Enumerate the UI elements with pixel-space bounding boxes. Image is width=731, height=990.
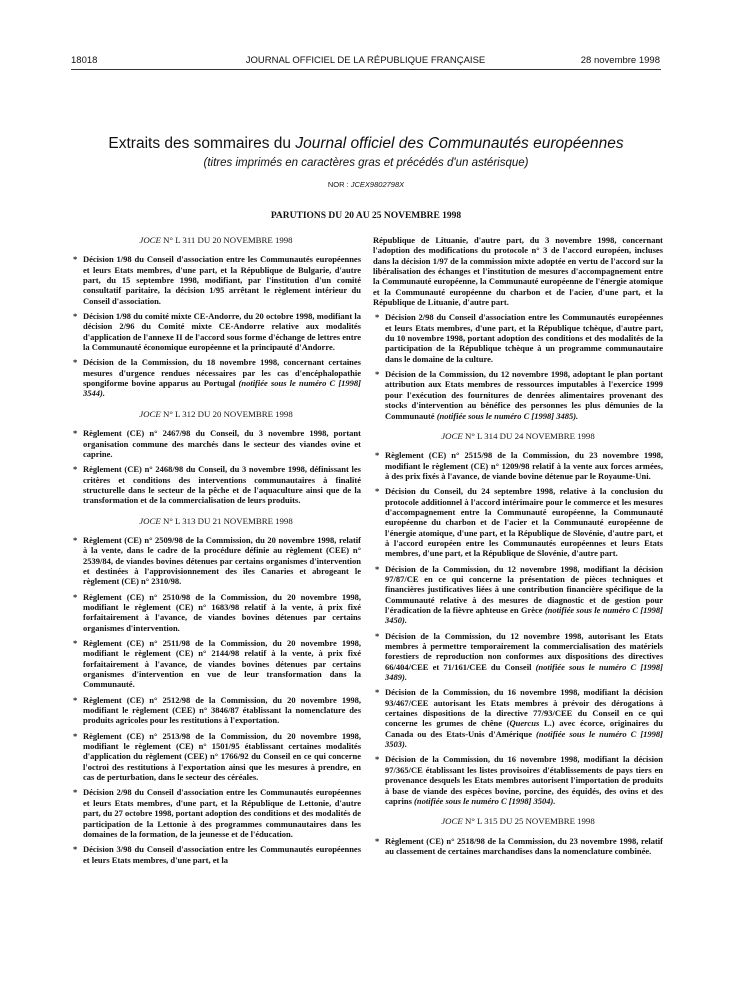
nor-label: NOR : [327, 180, 351, 189]
asterisk-marker: * [73, 730, 78, 741]
entry-text: Décision 1/98 du comité mixte CE-Andorre, du 20 octobre 1998, modifiant la décision 2/96 du Comité mixte CE-Andorre relative aux modalités d'application de l'annexe II de l'accord sous forme d'échange de lettres entre la Communauté économique européenne et la principauté d'Andorre. [83, 311, 361, 353]
section-heading [373, 816, 663, 826]
asterisk-marker: * [73, 694, 78, 705]
entry-text: Décision 1/98 du Conseil d'association entre les Communautés européennes et leurs Etats membres, d'une part, et la République de Bulgarie, d'autre part, du 15 septembre 1998, modifiant, par l'institution d'un comité consultatif paritaire, la décision 1/95 arrêtant le règlement intérieur du Conseil d'association. [83, 254, 361, 306]
entry-continuation: République de Lituanie, d'autre part, du 3 novembre 1998, concernant l'adoption des modifications du protocole n° 3 de l'accord européen, incluses dans la décision 1/97 de la commission mixte adoptée en vertu de l'accord sur la libéralisation des échanges et l'institution de mesures d'accompagnement entre la Communauté européenne, la Communauté européenne de l'énergie atomique et la Communauté européenne du charbon et de l'acier, d'une part, et la République de Lituanie, d'autre part. [373, 235, 663, 308]
list-item [71, 428, 361, 459]
list-item [71, 787, 361, 839]
section-number: N° L 314 DU 24 NOVEMBRE 1998 [462, 430, 595, 441]
entry-text: Décision 2/98 du Conseil d'association entre les Communautés européennes et leurs Etats membres, d'une part, et la République tchèque, d'autre part, du 10 novembre 1998, portant adoption des conditions et des modalités de la participation de la République tchèque à un programme communautaire dans le domaine de la culture. [385, 312, 663, 364]
entry-text: L.) avec écorce, originaires du Canada ou des Etats-Unis d'Amérique [385, 718, 664, 739]
list-item [373, 564, 663, 626]
entry-text: Décision du Conseil, du 24 septembre 1998, relative à la conclusion du protocole additionnel à l'accord intérimaire pour le commerce et les mesures d'accompagnement entre la Communauté européenne, la Communauté européenne du charbon et de l'acier et la Communauté européenne de l'énergie atomique, d'une part, et la République de Slovénie, d'autre part, et à l'accord européen entre les Communautés européennes et leurs Etats membres, d'une part, et la République de Slovénie, d'autre part. [385, 486, 663, 559]
issue-date: 28 novembre 1998 [580, 55, 660, 66]
list-item [71, 464, 361, 505]
entry-text: Décision de la Commission, du 12 novembre 1998, modifiant la décision 97/87/CE en ce qui concerne la présentation de pièces techniques et financières justificatives liées à une contribution financière spécifique de la Communauté relative à des mesures de diagnostic et de gestion pour l'éradication de la fièvre aphteuse en Grèce [385, 563, 663, 615]
entry-text: Règlement (CE) n° 2512/98 de la Commission, du 20 novembre 1998, modifiant le règlement (CEE) n° 3846/87 établissant la nomenclature des produits agricoles pour les restitutions à l'exportation. [83, 694, 361, 726]
page-subtitle: (titres imprimés en caractères gras et précédés d'un astérisque) [203, 157, 529, 169]
list-item [373, 631, 663, 683]
asterisk-marker: * [73, 428, 78, 439]
joce-label: JOCE [441, 816, 463, 827]
entry-text: Décision 3/98 du Conseil d'association entre les Communautés européennes et leurs Etats membres, d'une part, et la [83, 844, 361, 865]
left-column [71, 235, 361, 870]
asterisk-marker: * [73, 591, 78, 602]
asterisk-marker: * [375, 369, 380, 380]
list-item [373, 486, 663, 558]
page-number: 18018 [71, 55, 98, 66]
asterisk-marker: * [73, 311, 78, 322]
list-item [373, 312, 663, 364]
entry-text: Règlement (CE) n° 2509/98 de la Commission, du 20 novembre 1998, relatif à la vente, dans le cadre de la procédure définie au règlement (CEE) n° 2539/84, de viandes bovines détenues par certains organismes d'intervention et destinées à l'approvisionnement des îles Canaries et abrogeant le règlement (CE) n° 2310/98. [83, 534, 361, 587]
list-item [71, 254, 361, 306]
list-item [71, 592, 361, 633]
nor-reference [71, 180, 661, 189]
entry-note: (notifiée sous le numéro C [1998] 3503). [385, 728, 663, 750]
entry-note: (notifiée sous le numéro C [1998] 3489). [385, 661, 663, 683]
asterisk-marker: * [375, 687, 380, 698]
list-item [373, 369, 663, 421]
asterisk-marker: * [73, 254, 78, 265]
section-heading [71, 409, 361, 419]
section-heading [71, 235, 361, 245]
asterisk-marker: * [73, 464, 78, 475]
list-item [373, 450, 663, 481]
entry-text: Règlement (CE) n° 2467/98 du Conseil, du 3 novembre 1998, portant organisation commune des marchés dans le secteur des viandes ovine et caprine. [83, 428, 361, 459]
entry-text: Règlement (CE) n° 2518/98 de la Commission, du 23 novembre 1998, relatif au classement de certaines marchandises dans la nomenclature combinée. [385, 835, 663, 856]
section-heading [71, 516, 361, 526]
list-item [71, 638, 361, 690]
list-item [71, 844, 361, 865]
asterisk-marker: * [375, 835, 380, 846]
asterisk-marker: * [375, 754, 380, 765]
journal-title: JOURNAL OFFICIEL DE LA RÉPUBLIQUE FRANÇAISE [245, 55, 486, 66]
entry-text: Règlement (CE) n° 2513/98 de la Commission, du 20 novembre 1998, modifiant le règlement (CE) n° 1501/95 établissant certaines modalités d'application du règlement (CEE) n° 1766/92 du Conseil en ce qui concerne l'octroi des restitutions à l'exportation ainsi que les mesures à prendre, en cas de perturbation, dans le secteur des céréales. [83, 730, 361, 783]
asterisk-marker: * [375, 312, 380, 323]
page-title [71, 135, 661, 153]
title-italic: Journal officiel des Communautés européennes [295, 135, 624, 152]
section-heading [373, 431, 663, 441]
list-item [71, 535, 361, 587]
asterisk-marker: * [375, 450, 380, 461]
joce-label: JOCE [139, 515, 161, 526]
asterisk-marker: * [73, 638, 78, 648]
entry-text: Règlement (CE) n° 2510/98 de la Commission, du 20 novembre 1998, modifiant le règlement (CE) n° 1683/98 relatif à la vente, à prix fixé forfaitairement à l'avance, de viandes bovines détenues par certains organismes d'intervention. [83, 591, 361, 633]
list-item [71, 695, 361, 726]
right-column [373, 235, 663, 861]
section-number: N° L 313 DU 21 NOVEMBRE 1998 [160, 515, 293, 526]
entry-text: Règlement (CE) n° 2511/98 de la Commission, du 20 novembre 1998, modifiant le règlement (CE) n° 2144/98 relatif à la vente, à prix fixé forfaitairement à l'avance, de viandes bovines détenues par certains organismes d'intervention en vue de leur transformation dans la Communauté. [83, 638, 361, 690]
list-item [71, 311, 361, 352]
asterisk-marker: * [375, 630, 380, 641]
section-number: N° L 311 DU 20 NOVEMBRE 1998 [160, 235, 293, 245]
list-item [373, 754, 663, 806]
entry-text: Décision de la Commission, du 16 novembre 1998, modifiant la décision 93/467/CEE autorisant les Etats membres à prévoir des dérogations à certaines dispositions de la directive 77/93/CEE du Conseil en ce qui concerne les grumes de chêne ( [385, 687, 663, 729]
entry-text: Décision de la Commission, du 18 novembre 1998, concernant certaines mesures d'urgence rendues nécessaires par les cas d'encéphalopathie spongiforme bovine apparus au Portugal [83, 357, 361, 389]
section-number: N° L 312 DU 20 NOVEMBRE 1998 [160, 408, 293, 419]
entry-text: Décision de la Commission, du 12 novembre 1998, autorisant les Etats membres à permettre temporairement la commercialisation des matériels forestiers de reproduction non conformes aux dispositions des directives 66/404/CEE et 71/161/CEE du Conseil [385, 630, 663, 672]
entry-text: Décision 2/98 du Conseil d'association entre les Communautés européennes et leurs Etats membres, d'une part, et la République de Lettonie, d'autre part, du 27 octobre 1998, portant adoption des conditions et des modalités de participation de la Lettonie à des programmes communautaires dans les domaines de la formation, de la jeunesse et de l'éducation. [83, 787, 361, 839]
joce-label: JOCE [441, 430, 463, 441]
asterisk-marker: * [73, 787, 78, 798]
entry-note: (notifiée sous le numéro C [1998] 3485). [436, 410, 579, 421]
entry-note: (notifiée sous le numéro C [1998] 3504). [414, 795, 556, 806]
entry-text: Décision de la Commission, du 12 novembre 1998, adoptant le plan portant attribution aux Etats membres de ressources imputables à l'exercice 1999 pour l'exécution des fournitures de denrées alimentaires provenant des stocks d'intervention au bénéfice des personnes les plus démunies de la Communauté [385, 369, 663, 421]
asterisk-marker: * [73, 844, 78, 855]
entry-note: (notifiée sous le numéro C [1998] 3544). [83, 378, 361, 399]
list-item [71, 357, 361, 398]
entry-text: Règlement (CE) n° 2468/98 du Conseil, du 3 novembre 1998, définissant les critères et conditions des interventions communautaires à finalité structurelle dans le secteur de la pêche et de l'aquaculture ainsi que de la transformation et de la commercialisation de leurs produits. [83, 464, 361, 506]
entry-text: Règlement (CE) n° 2515/98 de la Commission, du 23 novembre 1998, modifiant le règlement (CE) n° 1209/98 relatif à la vente aux forces armées, à des prix fixés à l'avance, de viande bovine détenue par le Royaume-Uni. [385, 450, 663, 481]
list-item [71, 731, 361, 783]
asterisk-marker: * [375, 563, 380, 574]
entry-note: (notifiée sous le numéro C [1998] 3450). [385, 605, 663, 626]
joce-label: JOCE [139, 408, 161, 419]
asterisk-marker: * [73, 534, 78, 545]
title-prefix: Extraits des sommaires du [108, 135, 296, 152]
section-number: N° L 315 DU 25 NOVEMBRE 1998 [462, 816, 595, 827]
nor-value: JCEX9802798X [350, 180, 405, 189]
header-rule [71, 69, 661, 70]
joce-label: JOCE [139, 235, 161, 245]
list-item [373, 836, 663, 857]
entry-text: Décision de la Commission, du 16 novembre 1998, modifiant la décision 97/365/CE établissant les listes provisoires d'établissements de pays tiers en provenance desquels les Etats membres autorisent l'importation de produits à base de viande des espèces bovine, porcine, des équidés, des ovins et des caprins [385, 754, 663, 806]
species-name: Quercus [509, 718, 540, 729]
asterisk-marker: * [73, 357, 78, 368]
asterisk-marker: * [375, 486, 380, 497]
list-item [373, 687, 663, 749]
parutions-heading: PARUTIONS DU 20 AU 25 NOVEMBRE 1998 [270, 211, 462, 221]
